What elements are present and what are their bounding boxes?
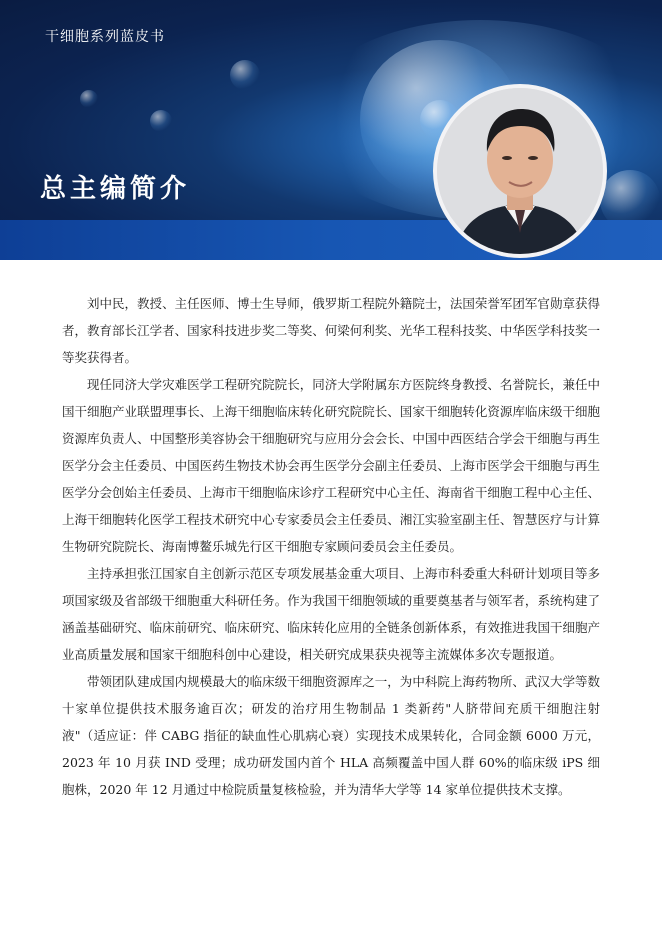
section-heading: 总主编简介 xyxy=(40,174,191,204)
bio-paragraph: 主持承担张江国家自主创新示范区专项发展基金重大项目、上海市科委重大科研计划项目等多项国家级及省部级干细胞重大科研任务。作为我国干细胞领域的重要奠基者与领军者，系统构建了涵盖基础研究、临床前研究、临床研究、临床转化应用的全链条创新体系，有效推进我国干细胞产业高质量发展和国家干细胞科创中心建设，相关研究成果获央视等主流媒体多次专题报道。 xyxy=(62,566,600,662)
bio-paragraph: 刘中民，教授、主任医师、博士生导师，俄罗斯工程院外籍院士，法国荣誉军团军官勋章获得者，教育部长江学者、国家科技进步奖二等奖、何梁何利奖、光华工程科技奖、中华医学科技奖一等奖获得者。 xyxy=(62,296,600,365)
author-portrait xyxy=(433,84,607,258)
bubble-small xyxy=(80,90,98,108)
portrait-image xyxy=(437,88,603,254)
bubble-small xyxy=(150,110,172,132)
series-title: 干细胞系列蓝皮书 xyxy=(45,29,165,45)
biography-body xyxy=(62,290,600,803)
bio-paragraph: 带领团队建成国内规模最大的临床级干细胞资源库之一，为中科院上海药物所、武汉大学等数十家单位提供技术服务逾百次；研发的治疗用生物制品 1 类新药"人脐带间充质干细胞注射液"（适应证：伴 CABG 指征的缺血性心肌病心衰）实现技术成果转化，合同金额 6000 万元，2023 年 10 月获 IND 受理；成功研发国内首个 HLA 高频覆盖中国人群 60%的临床级 iPS 细胞株，2020 年 12 月通过中检院质量复核检验，并为清华大学等 14 家单位提供技术支撑。 xyxy=(62,674,600,797)
header-banner xyxy=(0,0,662,260)
bio-paragraph: 现任同济大学灾难医学工程研究院院长，同济大学附属东方医院终身教授、名誉院长，兼任中国干细胞产业联盟理事长、上海干细胞临床转化研究院院长、国家干细胞转化资源库临床级干细胞资源库负责人、中国整形美容协会干细胞研究与应用分会会长、中国中西医结合学会干细胞与再生医学分会主任委员、中国医药生物技术协会再生医学分会副主任委员、上海市医学会干细胞与再生医学分会创始主任委员、上海市干细胞临床诊疗工程研究中心主任、海南省干细胞工程中心主任、上海干细胞转化医学工程技术研究中心专家委员会主任委员、湘江实验室副主任、智慧医疗与计算生物研究院院长、海南博鳌乐城先行区干细胞专家顾问委员会主任委员。 xyxy=(62,377,600,554)
bubble-small xyxy=(230,60,260,90)
